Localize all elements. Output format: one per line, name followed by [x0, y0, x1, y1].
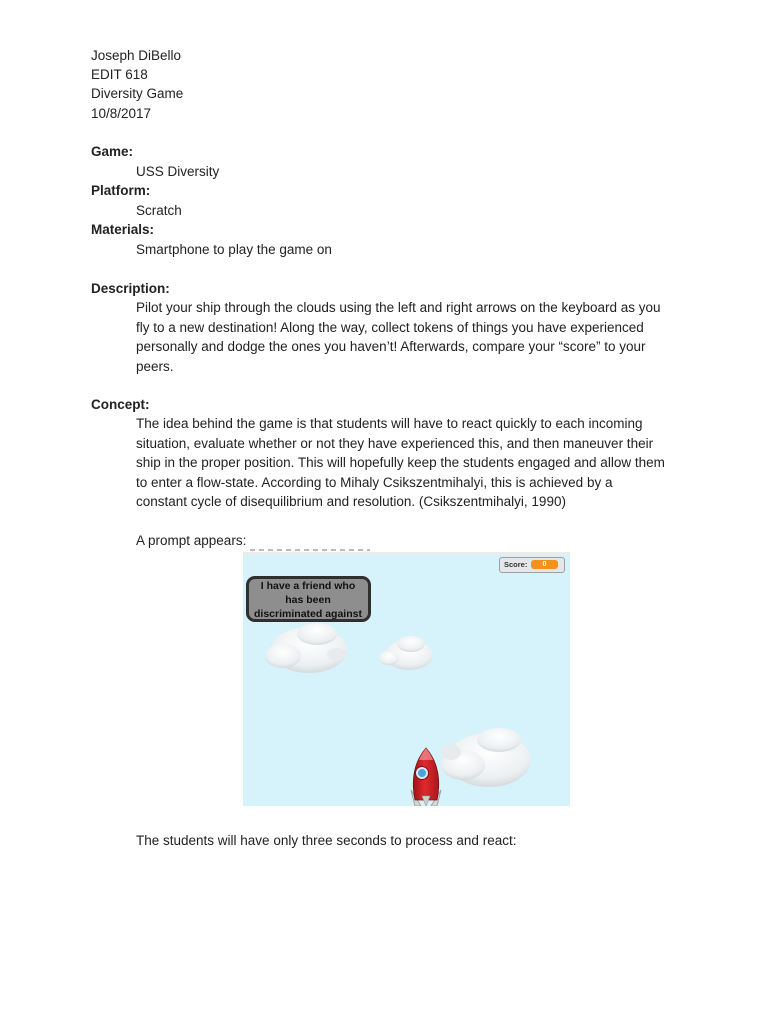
platform-label: Platform: [91, 183, 151, 198]
game-screenshot [243, 552, 570, 806]
concept-line: situation, evaluate whether or not they have experienced this, and then maneuver their [136, 436, 654, 451]
cloud [441, 728, 531, 787]
game-label: Game: [91, 144, 134, 159]
description-line: personally and dodge the ones you haven’t! Afterwards, compare your “score” to your [136, 339, 646, 354]
cloud [265, 623, 347, 673]
closing-sentence: The students will have only three seconds to process and react: [136, 833, 517, 848]
rocket-ship [411, 748, 441, 806]
materials-value: Smartphone to play the game on [136, 242, 332, 257]
cloud [379, 636, 433, 670]
description-line: fly to a new destination! Along the way, collect tokens of things you have experienced [136, 320, 644, 335]
score-display [499, 557, 565, 573]
concept-label: Concept: [91, 397, 150, 412]
description-line: Pilot your ship through the clouds using the left and right arrows on the keyboard as you [136, 300, 661, 315]
concept-line: The idea behind the game is that students will have to react quickly to each incoming [136, 416, 643, 431]
project-title: Diversity Game [91, 86, 184, 101]
description-label: Description: [91, 281, 170, 296]
concept-line: ship in the proper position. This will hopefully keep the students engaged and allow them [136, 455, 665, 470]
course-code: EDIT 618 [91, 67, 148, 82]
author-name: Joseph DiBello [91, 48, 182, 63]
document-date: 10/8/2017 [91, 106, 152, 121]
description-line: peers. [136, 359, 174, 374]
score-label: Score: [504, 560, 528, 569]
cropped-text-fragment [250, 549, 370, 551]
concept-line: constant cycle of disequilibrium and resolution. (Csikszentmihalyi, 1990) [136, 494, 566, 509]
platform-value: Scratch [136, 203, 182, 218]
prompt-intro: A prompt appears: [136, 533, 247, 548]
prompt-text: I have a friend who has been discriminated against [254, 580, 362, 620]
game-value: USS Diversity [136, 164, 220, 179]
concept-line: to enter a flow-state. According to Mihaly Csikszentmihalyi, this is achieved by a [136, 475, 613, 490]
score-value: 0 [531, 560, 558, 569]
materials-label: Materials: [91, 222, 155, 237]
